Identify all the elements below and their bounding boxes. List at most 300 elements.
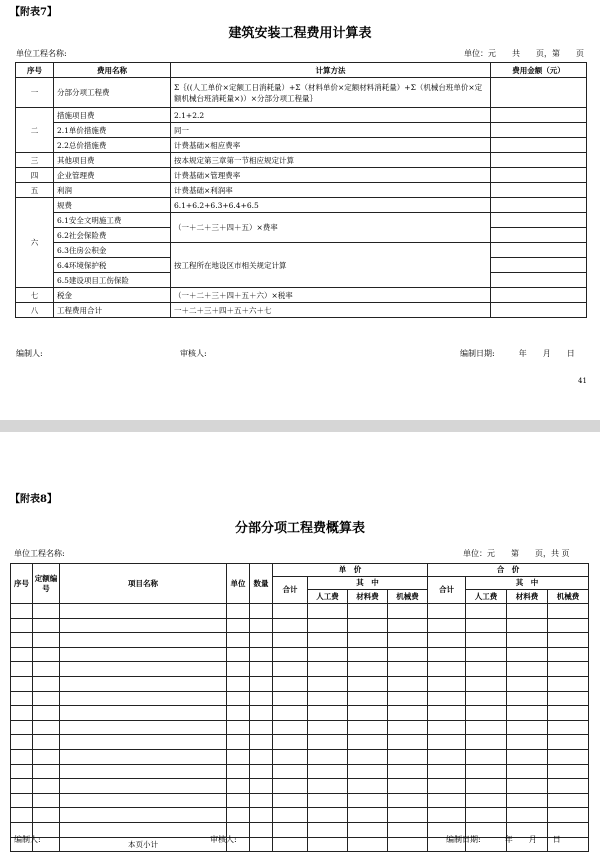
table-cell bbox=[250, 691, 273, 706]
table-cell bbox=[11, 691, 33, 706]
table-cell bbox=[273, 676, 308, 691]
table-cell bbox=[548, 691, 589, 706]
table-cell bbox=[548, 633, 589, 648]
table-cell bbox=[428, 647, 466, 662]
table-row bbox=[16, 243, 587, 258]
row-method: （一＋二＋三＋四＋五）×费率 bbox=[171, 213, 491, 243]
table-cell bbox=[60, 633, 227, 648]
table-cell bbox=[348, 764, 388, 779]
table-cell bbox=[60, 662, 227, 677]
table-cell bbox=[466, 779, 507, 794]
table-cell bbox=[388, 604, 428, 619]
table-row bbox=[11, 764, 589, 779]
unit-page-label: 单位：元 共 页，第 页 bbox=[464, 49, 584, 58]
table-cell bbox=[33, 720, 60, 735]
table-row bbox=[16, 183, 587, 198]
item-estimate-table bbox=[10, 563, 589, 852]
table-cell bbox=[507, 749, 548, 764]
table-cell bbox=[227, 618, 250, 633]
table-cell bbox=[11, 720, 33, 735]
table-cell bbox=[250, 822, 273, 837]
table-cell bbox=[348, 604, 388, 619]
table-cell bbox=[33, 676, 60, 691]
table-cell bbox=[11, 662, 33, 677]
table-cell bbox=[466, 808, 507, 823]
table-cell bbox=[348, 676, 388, 691]
row-method: 计费基础×管理费率 bbox=[171, 168, 491, 183]
preparer-label: 编制人: bbox=[14, 835, 41, 844]
table-cell bbox=[273, 764, 308, 779]
row-method: Σ｛((人工单价×定额工日消耗量）+Σ（材料单价×定额材料消耗量）+Σ（机械台班单价×定额机械台班消耗量×)）×分部分项工程量｝ bbox=[171, 78, 491, 108]
table-cell bbox=[60, 618, 227, 633]
table-cell bbox=[348, 720, 388, 735]
table-cell bbox=[33, 706, 60, 721]
table-cell bbox=[60, 647, 227, 662]
table-cell bbox=[348, 647, 388, 662]
table-cell bbox=[250, 720, 273, 735]
row-method: 一＋二＋三＋四＋五＋六＋七 bbox=[171, 303, 491, 318]
header-amount: 费用金额（元） bbox=[491, 63, 587, 78]
table-cell bbox=[250, 676, 273, 691]
table-row bbox=[16, 168, 587, 183]
appendix-tag: 【附表7】 bbox=[10, 7, 57, 18]
table-cell bbox=[348, 749, 388, 764]
table-cell bbox=[308, 735, 348, 750]
header-total-of-which: 其 中 bbox=[466, 577, 589, 590]
table-cell bbox=[227, 647, 250, 662]
table-cell bbox=[273, 735, 308, 750]
table-cell bbox=[348, 793, 388, 808]
table-cell bbox=[507, 691, 548, 706]
row-no: 七 bbox=[16, 288, 54, 303]
table-cell bbox=[11, 735, 33, 750]
table-cell bbox=[428, 662, 466, 677]
table-cell bbox=[548, 808, 589, 823]
table-cell bbox=[466, 691, 507, 706]
table-cell bbox=[250, 618, 273, 633]
table-cell bbox=[548, 720, 589, 735]
table-row bbox=[11, 604, 589, 619]
row-no: 三 bbox=[16, 153, 54, 168]
table-cell bbox=[308, 676, 348, 691]
table-cell bbox=[33, 647, 60, 662]
row-no: 八 bbox=[16, 303, 54, 318]
table-cell bbox=[507, 808, 548, 823]
table-cell bbox=[250, 662, 273, 677]
fee-calculation-table bbox=[15, 62, 587, 318]
table-cell bbox=[250, 779, 273, 794]
table-cell bbox=[466, 749, 507, 764]
table-row bbox=[16, 123, 587, 138]
table-row bbox=[11, 720, 589, 735]
table-cell bbox=[388, 647, 428, 662]
table-cell bbox=[227, 808, 250, 823]
row-name: 6.2社会保险费 bbox=[54, 228, 171, 243]
table-cell bbox=[308, 779, 348, 794]
table-cell bbox=[548, 749, 589, 764]
row-method: 按本规定第三章第一节相应规定计算 bbox=[171, 153, 491, 168]
table-cell bbox=[227, 662, 250, 677]
table-cell bbox=[388, 822, 428, 837]
table-cell bbox=[348, 779, 388, 794]
table-cell bbox=[11, 764, 33, 779]
table-cell bbox=[250, 604, 273, 619]
table-cell bbox=[466, 706, 507, 721]
table-cell bbox=[273, 793, 308, 808]
table-cell bbox=[273, 808, 308, 823]
table-cell bbox=[507, 735, 548, 750]
page-title: 分部分项工程费概算表 bbox=[234, 521, 365, 536]
row-amount bbox=[491, 78, 587, 108]
table-cell bbox=[388, 706, 428, 721]
row-amount bbox=[491, 243, 587, 258]
table-cell bbox=[388, 618, 428, 633]
table-cell bbox=[250, 735, 273, 750]
table-cell bbox=[548, 676, 589, 691]
header-total-labor: 人工费 bbox=[466, 590, 507, 604]
header-method: 计算方法 bbox=[171, 63, 491, 78]
row-method: 同一 bbox=[171, 123, 491, 138]
table-cell bbox=[308, 720, 348, 735]
table-header-row bbox=[16, 63, 587, 78]
row-amount bbox=[491, 258, 587, 273]
table-cell bbox=[11, 779, 33, 794]
table-cell bbox=[308, 618, 348, 633]
table-row bbox=[11, 706, 589, 721]
row-no: 一 bbox=[16, 78, 54, 108]
row-amount bbox=[491, 288, 587, 303]
table-cell bbox=[227, 633, 250, 648]
table-cell bbox=[273, 662, 308, 677]
table-cell bbox=[388, 720, 428, 735]
row-name: 6.1安全文明施工费 bbox=[54, 213, 171, 228]
table-cell bbox=[507, 720, 548, 735]
table-cell bbox=[308, 662, 348, 677]
unit-page-label: 单位：元 第 页，共 页 bbox=[463, 549, 570, 558]
table-cell bbox=[11, 633, 33, 648]
row-name: 税金 bbox=[54, 288, 171, 303]
table-cell bbox=[388, 662, 428, 677]
table-body bbox=[11, 604, 589, 838]
appendix-tag: 【附表8】 bbox=[10, 494, 57, 505]
row-name: 分部分项工程费 bbox=[54, 78, 171, 108]
date-label: 编制日期: 年 月 日 bbox=[460, 349, 575, 358]
table-cell bbox=[428, 793, 466, 808]
row-method: （一＋二＋三＋四＋五＋六）×税率 bbox=[171, 288, 491, 303]
header-total-price: 合 价 bbox=[428, 564, 589, 577]
table-cell bbox=[273, 604, 308, 619]
table-row bbox=[16, 288, 587, 303]
table-cell bbox=[33, 618, 60, 633]
table-cell bbox=[548, 793, 589, 808]
header-total-sum: 合计 bbox=[428, 577, 466, 604]
table-cell bbox=[388, 633, 428, 648]
table-cell bbox=[428, 749, 466, 764]
table-cell bbox=[466, 793, 507, 808]
subtotal-label: 本页小计 bbox=[60, 837, 227, 852]
row-method: 6.1+6.2+6.3+6.4+6.5 bbox=[171, 198, 491, 213]
table-cell bbox=[507, 618, 548, 633]
table-cell bbox=[428, 618, 466, 633]
header-unit-of-which: 其 中 bbox=[308, 577, 428, 590]
table-cell bbox=[308, 604, 348, 619]
table-cell bbox=[33, 633, 60, 648]
table-cell bbox=[507, 779, 548, 794]
table-cell bbox=[548, 604, 589, 619]
project-name-label: 单位工程名称: bbox=[14, 549, 65, 558]
table-cell bbox=[466, 647, 507, 662]
row-name: 规费 bbox=[54, 198, 171, 213]
table-cell bbox=[250, 749, 273, 764]
header-no: 序号 bbox=[16, 63, 54, 78]
table-cell bbox=[308, 647, 348, 662]
table-cell bbox=[428, 633, 466, 648]
row-amount bbox=[491, 168, 587, 183]
table-cell bbox=[60, 676, 227, 691]
header-unit: 单位 bbox=[227, 564, 250, 604]
header-unit-machine: 机械费 bbox=[388, 590, 428, 604]
header-quantity: 数量 bbox=[250, 564, 273, 604]
table-cell bbox=[466, 662, 507, 677]
header-unit-material: 材料费 bbox=[348, 590, 388, 604]
row-amount bbox=[491, 183, 587, 198]
table-cell bbox=[227, 720, 250, 735]
table-cell bbox=[507, 647, 548, 662]
table-cell bbox=[348, 618, 388, 633]
table-cell bbox=[250, 793, 273, 808]
table-cell bbox=[548, 706, 589, 721]
table-cell bbox=[388, 749, 428, 764]
table-cell bbox=[60, 604, 227, 619]
table-cell bbox=[60, 779, 227, 794]
table-row bbox=[11, 793, 589, 808]
table-cell bbox=[308, 633, 348, 648]
header-total-machine: 机械费 bbox=[548, 590, 589, 604]
table-cell bbox=[250, 764, 273, 779]
table-cell bbox=[388, 764, 428, 779]
table-cell bbox=[227, 764, 250, 779]
table-cell bbox=[273, 779, 308, 794]
table-row bbox=[11, 662, 589, 677]
table-row bbox=[11, 735, 589, 750]
header-no: 序号 bbox=[11, 564, 33, 604]
table-cell bbox=[428, 764, 466, 779]
table-cell bbox=[33, 691, 60, 706]
table-cell bbox=[428, 604, 466, 619]
row-name: 企业管理费 bbox=[54, 168, 171, 183]
table-cell bbox=[548, 735, 589, 750]
table-row bbox=[11, 618, 589, 633]
row-method: 计费基础×相应费率 bbox=[171, 138, 491, 153]
project-name-label: 单位工程名称: bbox=[16, 49, 67, 58]
row-method: 2.1+2.2 bbox=[171, 108, 491, 123]
table-cell bbox=[388, 793, 428, 808]
table-cell bbox=[33, 779, 60, 794]
row-name: 工程费用合计 bbox=[54, 303, 171, 318]
table-cell bbox=[308, 793, 348, 808]
table-cell bbox=[507, 633, 548, 648]
preparer-label: 编制人: bbox=[16, 349, 43, 358]
table-row bbox=[11, 647, 589, 662]
table-cell bbox=[60, 793, 227, 808]
table-cell bbox=[273, 822, 308, 837]
row-no: 五 bbox=[16, 183, 54, 198]
table-row bbox=[11, 691, 589, 706]
row-name: 6.3住房公积金 bbox=[54, 243, 171, 258]
table-row bbox=[11, 633, 589, 648]
table-row bbox=[11, 749, 589, 764]
row-no: 四 bbox=[16, 168, 54, 183]
table-cell bbox=[388, 691, 428, 706]
table-cell bbox=[273, 618, 308, 633]
table-cell bbox=[227, 604, 250, 619]
row-amount bbox=[491, 123, 587, 138]
table-cell bbox=[227, 706, 250, 721]
header-unit-price: 单 价 bbox=[273, 564, 428, 577]
page-separator bbox=[0, 420, 600, 432]
table-cell bbox=[273, 749, 308, 764]
table-cell bbox=[548, 764, 589, 779]
table-cell bbox=[548, 618, 589, 633]
table-cell bbox=[250, 647, 273, 662]
table-cell bbox=[466, 604, 507, 619]
header-quota-no: 定额编号 bbox=[33, 564, 60, 604]
table-cell bbox=[428, 720, 466, 735]
table-cell bbox=[308, 808, 348, 823]
table-cell bbox=[428, 676, 466, 691]
table-cell bbox=[308, 822, 348, 837]
table-cell bbox=[308, 706, 348, 721]
table-cell bbox=[33, 662, 60, 677]
table-cell bbox=[227, 779, 250, 794]
row-no: 六 bbox=[16, 198, 54, 288]
table-cell bbox=[227, 749, 250, 764]
table-cell bbox=[348, 691, 388, 706]
table-cell bbox=[227, 735, 250, 750]
table-cell bbox=[507, 706, 548, 721]
table-row bbox=[16, 108, 587, 123]
table-cell bbox=[507, 764, 548, 779]
table-row bbox=[11, 779, 589, 794]
table-cell bbox=[33, 749, 60, 764]
table-cell bbox=[348, 808, 388, 823]
table-cell bbox=[388, 808, 428, 823]
row-amount bbox=[491, 153, 587, 168]
table-cell bbox=[60, 720, 227, 735]
table-cell bbox=[428, 735, 466, 750]
table-cell bbox=[348, 633, 388, 648]
table-cell bbox=[466, 720, 507, 735]
row-amount bbox=[491, 138, 587, 153]
table-cell bbox=[250, 808, 273, 823]
header-item-name: 项目名称 bbox=[60, 564, 227, 604]
table-cell bbox=[11, 618, 33, 633]
row-amount bbox=[491, 108, 587, 123]
table-cell bbox=[11, 793, 33, 808]
table-cell bbox=[348, 822, 388, 837]
reviewer-label: 审核人: bbox=[180, 349, 207, 358]
date-label: 编制日期: 年 月 日 bbox=[446, 835, 561, 844]
table-cell bbox=[273, 633, 308, 648]
row-method: 按工程所在地设区市相关规定计算 bbox=[171, 243, 491, 288]
page-title: 建筑安装工程费用计算表 bbox=[228, 26, 372, 41]
table-cell bbox=[466, 764, 507, 779]
table-cell bbox=[273, 691, 308, 706]
page-number: 41 bbox=[578, 377, 587, 385]
reviewer-label: 审核人: bbox=[210, 835, 237, 844]
page-one bbox=[0, 0, 600, 420]
table-cell bbox=[33, 735, 60, 750]
row-amount bbox=[491, 228, 587, 243]
table-cell bbox=[308, 749, 348, 764]
table-row bbox=[16, 78, 587, 108]
row-name: 2.1单价措施费 bbox=[54, 123, 171, 138]
table-cell bbox=[507, 793, 548, 808]
table-cell bbox=[60, 691, 227, 706]
table-cell bbox=[33, 764, 60, 779]
table-cell bbox=[308, 764, 348, 779]
table-cell bbox=[466, 676, 507, 691]
table-cell bbox=[428, 779, 466, 794]
table-cell bbox=[348, 662, 388, 677]
table-cell bbox=[466, 735, 507, 750]
table-cell bbox=[466, 633, 507, 648]
table-cell bbox=[548, 779, 589, 794]
table-cell bbox=[11, 604, 33, 619]
header-total-material: 材料费 bbox=[507, 590, 548, 604]
table-cell bbox=[466, 618, 507, 633]
row-name: 利润 bbox=[54, 183, 171, 198]
row-amount bbox=[491, 303, 587, 318]
table-row bbox=[16, 138, 587, 153]
table-cell bbox=[227, 676, 250, 691]
table-cell bbox=[60, 822, 227, 837]
table-cell bbox=[507, 604, 548, 619]
table-cell bbox=[11, 676, 33, 691]
header-unit-labor: 人工费 bbox=[308, 590, 348, 604]
row-name: 6.4环境保护税 bbox=[54, 258, 171, 273]
row-name: 其他项目费 bbox=[54, 153, 171, 168]
table-cell bbox=[60, 735, 227, 750]
table-cell bbox=[507, 662, 548, 677]
table-cell bbox=[388, 735, 428, 750]
table-row bbox=[11, 808, 589, 823]
table-cell bbox=[308, 691, 348, 706]
row-name: 措施项目费 bbox=[54, 108, 171, 123]
table-cell bbox=[348, 735, 388, 750]
table-cell bbox=[60, 764, 227, 779]
table-cell bbox=[250, 706, 273, 721]
table-cell bbox=[227, 793, 250, 808]
row-amount bbox=[491, 198, 587, 213]
table-row bbox=[11, 676, 589, 691]
table-cell bbox=[548, 662, 589, 677]
table-cell bbox=[11, 647, 33, 662]
table-cell bbox=[273, 647, 308, 662]
table-cell bbox=[60, 706, 227, 721]
table-cell bbox=[227, 691, 250, 706]
table-row bbox=[16, 153, 587, 168]
table-cell bbox=[33, 793, 60, 808]
row-name: 2.2总价措施费 bbox=[54, 138, 171, 153]
table-cell bbox=[60, 749, 227, 764]
table-cell bbox=[388, 779, 428, 794]
table-row bbox=[16, 303, 587, 318]
table-cell bbox=[507, 676, 548, 691]
table-cell bbox=[11, 808, 33, 823]
table-cell bbox=[11, 706, 33, 721]
table-row bbox=[16, 213, 587, 228]
